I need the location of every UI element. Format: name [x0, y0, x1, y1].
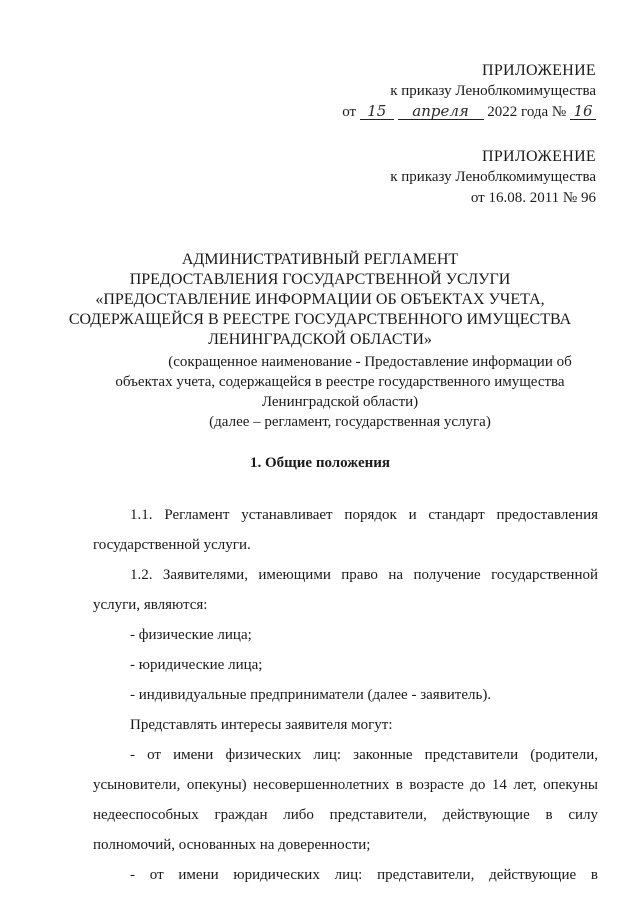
heading-line: «ПРЕДОСТАВЛЕНИЕ ИНФОРМАЦИИ ОБ ОБЪЕКТАХ УЧЕТА,	[95, 291, 545, 308]
paragraph: Представлять интересы заявителя могут:	[130, 717, 393, 733]
date-year-number-label: 2022 года №	[487, 104, 567, 120]
list-item: - физические лица;	[130, 627, 252, 643]
short-name-line: (сокращенное наименование - Предоставление информации об	[168, 354, 572, 370]
list-item: - индивидуальные предприниматели (далее - заявитель).	[130, 687, 492, 703]
heading-line: ПРЕДОСТАВЛЕНИЯ ГОСУДАРСТВЕННОЙ УСЛУГИ	[129, 271, 511, 288]
handwritten-order-number: 16	[570, 103, 596, 120]
heading-line: АДМИНИСТРАТИВНЫЙ РЕГЛАМЕНТ	[181, 251, 459, 268]
heading-line: СОДЕРЖАЩЕЙСЯ В РЕЕСТРЕ ГОСУДАРСТВЕННОГО ИМУЩЕСТВА	[68, 311, 572, 328]
handwritten-day: 15	[360, 103, 394, 120]
section-title: 1. Общие положения	[249, 455, 391, 471]
handwritten-month: апреля	[398, 103, 484, 120]
paragraph: 1.1. Регламент устанавливает порядок и стандарт предоставления государственной услуги.	[93, 507, 598, 553]
appendix-title: ПРИЛОЖЕНИЕ	[481, 62, 596, 79]
appendix-order-line: к приказу Леноблкомимущества	[390, 169, 596, 185]
appendix-order-line: к приказу Леноблкомимущества	[390, 83, 596, 99]
short-name-line: Ленинградской области)	[261, 394, 419, 410]
document-body	[93, 500, 598, 890]
short-name-line: объектах учета, содержащейся в реестре государственного имущества	[115, 374, 565, 390]
date-prefix: от	[342, 104, 357, 120]
paragraph: 1.2. Заявителями, имеющими право на получение государственной услуги, являются:	[93, 567, 598, 613]
appendix-header-current	[342, 60, 596, 123]
appendix-header-original	[390, 146, 596, 209]
short-name-block	[90, 352, 590, 432]
document-heading	[60, 250, 580, 350]
short-name-line: (далее – регламент, государственная услуга)	[209, 414, 491, 430]
appendix-date-line	[342, 102, 596, 123]
paragraph: - от имени физических лиц: законные представители (родители, усыновители, опекуны) несовершеннолетних в возрасте до 14 лет, опекуны недееспособных граждан либо представители, действующие в силу полномочий, основанных на доверенности;	[93, 747, 598, 853]
appendix-date-line: от 16.08. 2011 № 96	[470, 190, 596, 206]
heading-line: ЛЕНИНГРАДСКОЙ ОБЛАСТИ»	[208, 331, 432, 348]
list-item: - юридические лица;	[130, 657, 263, 673]
paragraph: - от имени юридических лиц: представители, действующие в	[130, 867, 598, 883]
appendix-title: ПРИЛОЖЕНИЕ	[481, 148, 596, 165]
